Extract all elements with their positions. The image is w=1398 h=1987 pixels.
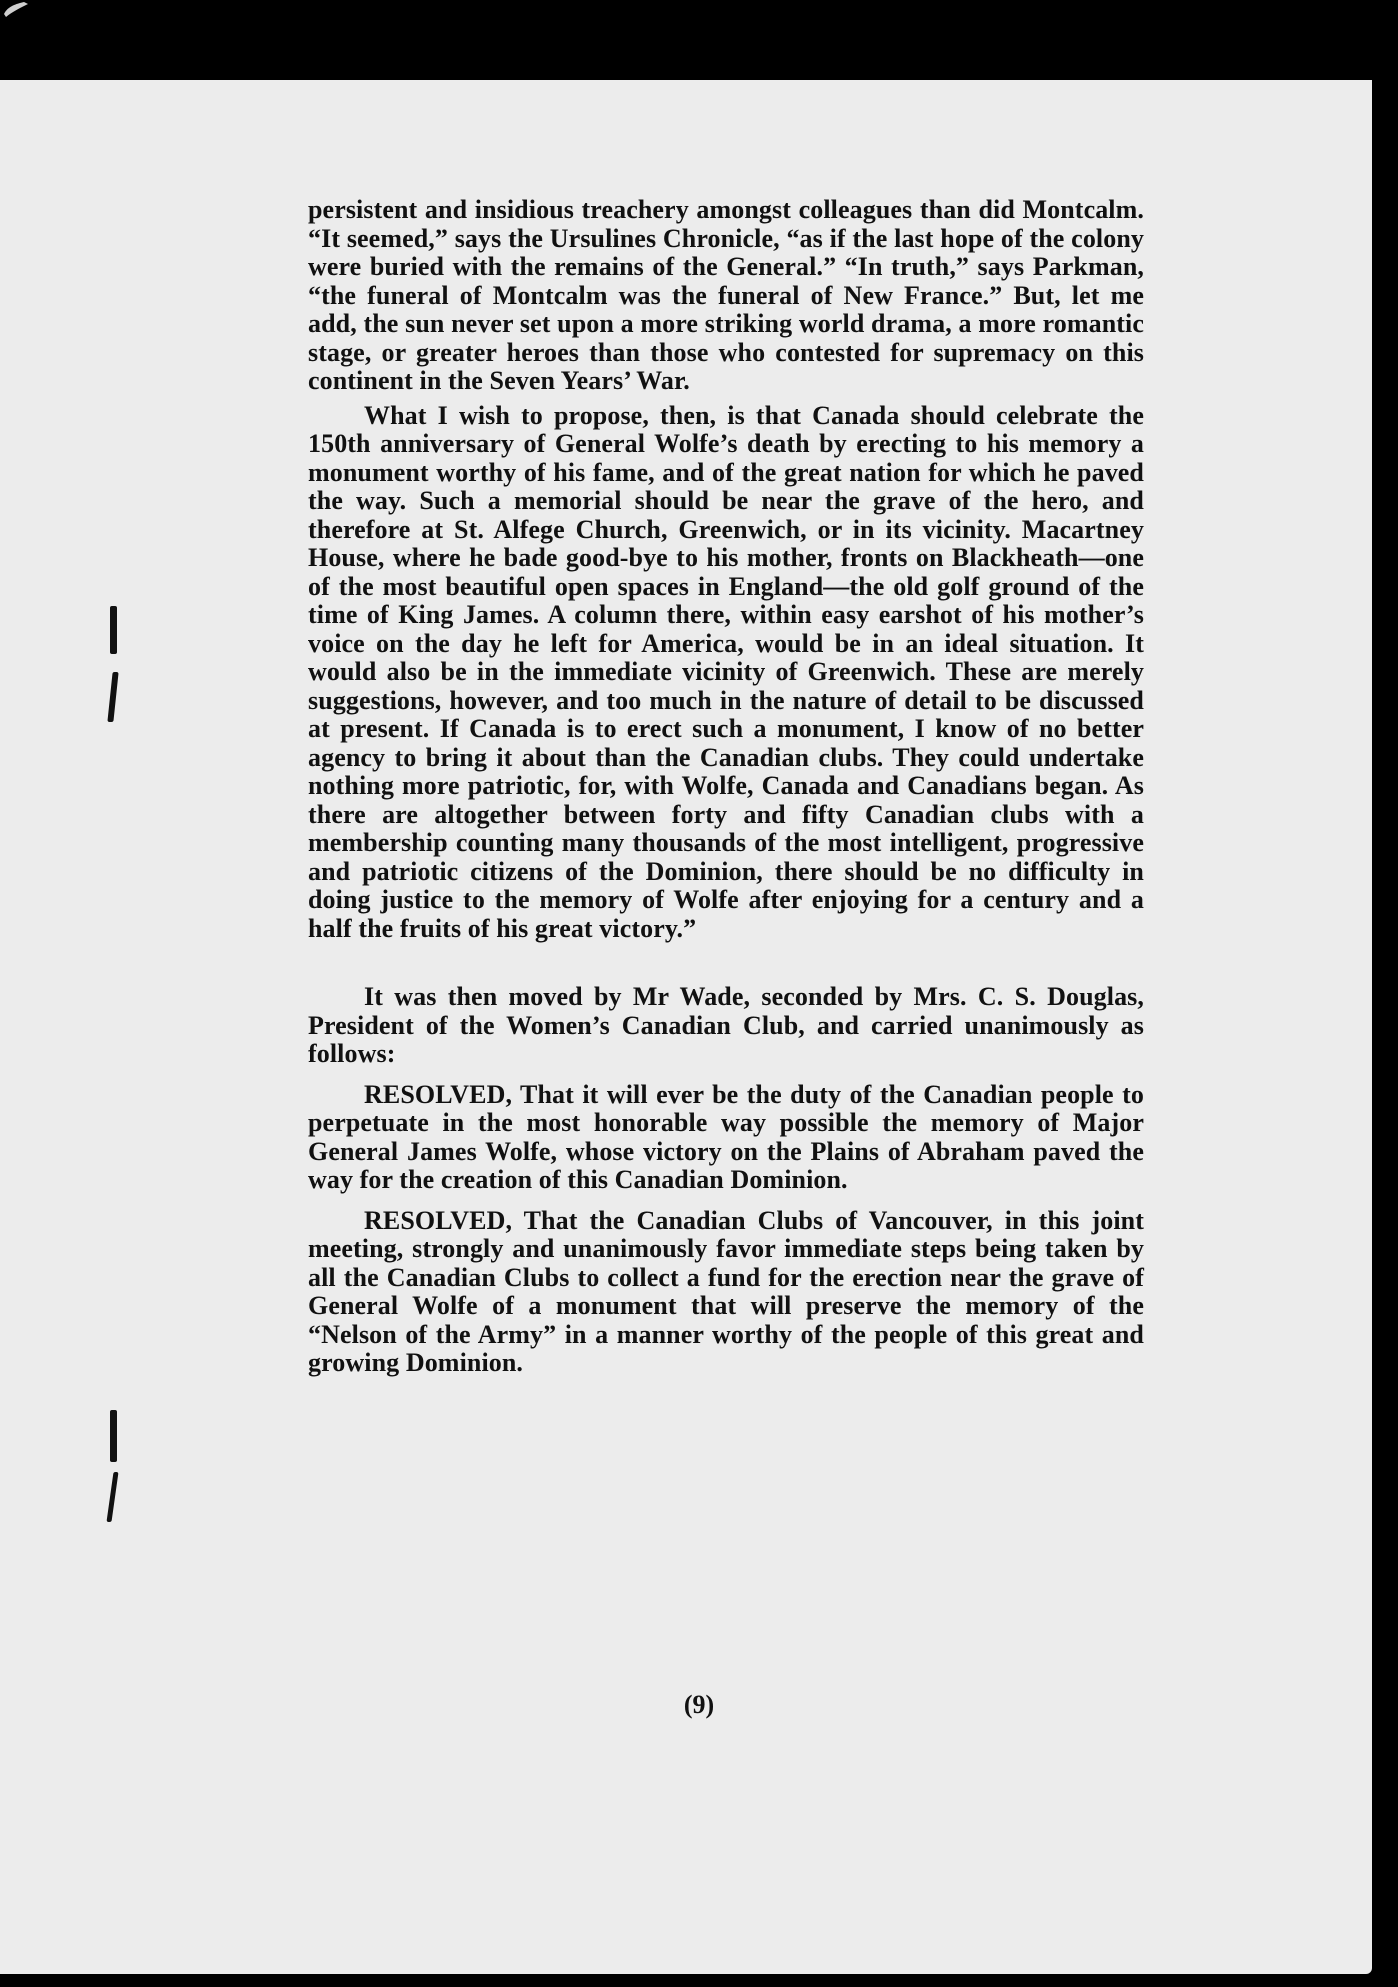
- binding-mark-3: [110, 1410, 117, 1462]
- corner-scan-mark: [2, 0, 30, 18]
- binding-mark-1: [110, 606, 117, 654]
- paragraph-resolution-1: RESOLVED, That it will ever be the duty of the Canadian people to perpetuate in the most honorable way possible the memory of Major General James Wolfe, whose victory on the Plains of Abraham paved the way for the creation of this Canadian Dominion.: [308, 1079, 1144, 1194]
- paragraph-montcalm: persistent and insidious treachery amongst colleagues than did Montcalm. “It seemed,” says the Ursulines Chronicle, “as if the last hope of the colony were buried with the remains of the General.” “In truth,” says Parkman, “the funeral of Montcalm was the funeral of New France.” But, let me add, the sun never set upon a more striking world drama, a more romantic stage, or greater heroes than those who contested for supremacy on this continent in the Seven Years’ War.: [308, 195, 1144, 395]
- paragraph-wolfe-monument-proposal: What I wish to propose, then, is that Canada should celebrate the 150th anniversary of General Wolfe’s death by erecting to his memory a monument worthy of his fame, and of the great nation for which he paved the way. Such a memorial should be near the grave of the hero, and therefore at St. Alfege Church, Greenwich, or in its vicinity. Macartney House, where he bade good-bye to his mother, fronts on Blackheath—one of the most beautiful open spaces in England—the old golf ground of the time of King James. A column there, within easy earshot of his mother’s voice on the day he left for America, would be in an ideal situation. It would also be in the immediate vicinity of Greenwich. These are merely suggestions, however, and too much in the nature of detail to be discussed at present. If Canada is to erect such a monument, I know of no better agency to bring it about than the Canadian clubs. They could undertake nothing more patriotic, for, with Wolfe, Canada and Canadians began. As there are altogether between forty and fifty Canadian clubs with a membership counting many thousands of the most intelligent, progressive and patriotic citizens of the Dominion, there should be no difficulty in doing justice to the memory of Wolfe after enjoying for a century and a half the fruits of his great victory.”: [308, 400, 1144, 943]
- paragraph-resolution-2: RESOLVED, That the Canadian Clubs of Vancouver, in this joint meeting, strongly and unanimously favor immediate steps being taken by all the Canadian Clubs to collect a fund for the erection near the grave of General Wolfe of a monument that will preserve the memory of the “Nelson of the Army” in a manner worthy of the people of this great and growing Dominion.: [308, 1205, 1144, 1377]
- document-body: [308, 196, 1144, 1378]
- page-number: (9): [683, 1690, 715, 1719]
- paragraph-motion: It was then moved by Mr Wade, seconded by Mrs. C. S. Douglas, President of the Women’s Canadian Club, and carried unanimously as follows:: [308, 982, 1144, 1068]
